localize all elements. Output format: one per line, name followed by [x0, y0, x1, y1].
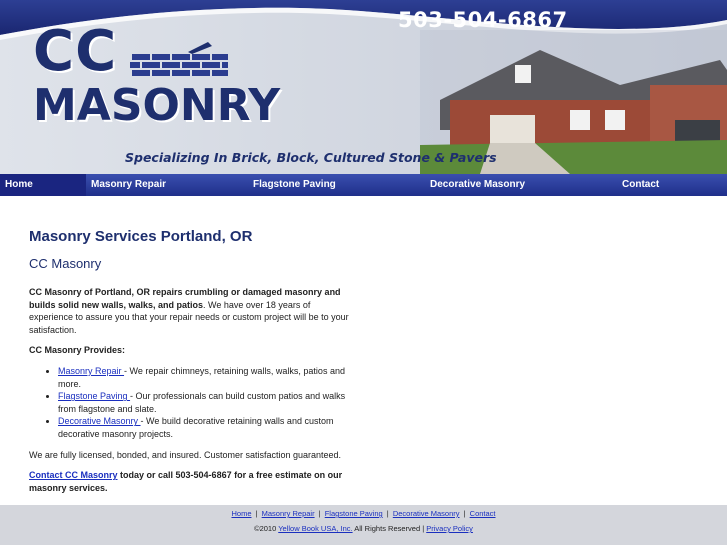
footer-separator: | [318, 509, 321, 518]
list-item [58, 415, 349, 440]
tagline: Specializing In Brick, Block, Cultured Stone & Pavers [125, 150, 497, 165]
nav-flagstone-paving[interactable]: Flagstone Paving [253, 179, 336, 190]
logo-text-masonry: MASONRY [33, 80, 281, 131]
footer-link-home[interactable]: Home [231, 509, 252, 518]
intro-paragraph [29, 286, 349, 336]
list-item [58, 365, 349, 390]
footer-link-decorative-masonry[interactable]: Decorative Masonry [392, 509, 460, 518]
copyright [0, 524, 727, 533]
service-description: - Our professionals can build custom patios and walks from flagstone and slate. [58, 391, 346, 414]
cta-text: today or call 503-504-6867 for a free estimate on our masonry services. [29, 470, 343, 493]
footer-link-masonry-repair[interactable]: Masonry Repair [261, 509, 315, 518]
page-title: Masonry Services Portland, OR [29, 228, 253, 245]
footer-separator: | [255, 509, 258, 518]
site-header [0, 0, 727, 174]
intro-text: . We have over 18 years of experience to assure you that your repair needs or custom project will be to your satisfaction. [29, 299, 349, 335]
copyright-text: All Rights Reserved | [352, 524, 427, 533]
contact-link[interactable]: Contact CC Masonry [29, 470, 118, 481]
list-item [58, 390, 349, 415]
footer-separator: | [463, 509, 466, 518]
nav-home[interactable]: Home [0, 174, 86, 196]
nav-decorative-masonry[interactable]: Decorative Masonry [430, 179, 526, 190]
footer-link-contact[interactable]: Contact [469, 509, 496, 518]
page-subtitle: CC Masonry [29, 256, 102, 271]
decorative-masonry-link[interactable]: Decorative Masonry [58, 416, 141, 427]
provides-heading: CC Masonry Provides: [29, 345, 126, 356]
copyright-prefix: ©2010 [254, 524, 279, 533]
nav-contact[interactable]: Contact [622, 179, 660, 190]
nav-masonry-repair[interactable]: Masonry Repair [91, 179, 167, 190]
logo-text-cc: CC [33, 19, 118, 84]
intro-bold-text: CC Masonry of Portland, OR repairs crumbling or damaged masonry and builds solid new walls, walks, and patios [29, 287, 341, 310]
footer-nav [0, 509, 727, 518]
yellow-book-link[interactable]: Yellow Book USA, Inc. [278, 524, 353, 533]
licensed-text: We are fully licensed, bonded, and insured. Customer satisfaction guaranteed. [29, 449, 342, 460]
service-description: - We build decorative retaining walls and custom decorative masonry projects. [58, 416, 334, 439]
brick-trowel-logo-icon [130, 40, 230, 80]
site-footer [0, 505, 727, 545]
services-list [29, 365, 349, 441]
privacy-policy-link[interactable]: Privacy Policy [426, 524, 473, 533]
flagstone-paving-link[interactable]: Flagstone Paving [58, 391, 131, 402]
masonry-repair-link[interactable]: Masonry Repair [58, 365, 125, 376]
footer-separator: | [386, 509, 389, 518]
service-description: - We repair chimneys, retaining walls, walks, patios and more. [58, 365, 345, 389]
main-nav [0, 174, 727, 196]
cta-paragraph [29, 469, 349, 494]
footer-link-flagstone-paving[interactable]: Flagstone Paving [324, 509, 383, 518]
main-content [29, 228, 349, 502]
phone-number: 503-504-6867 [398, 8, 568, 32]
